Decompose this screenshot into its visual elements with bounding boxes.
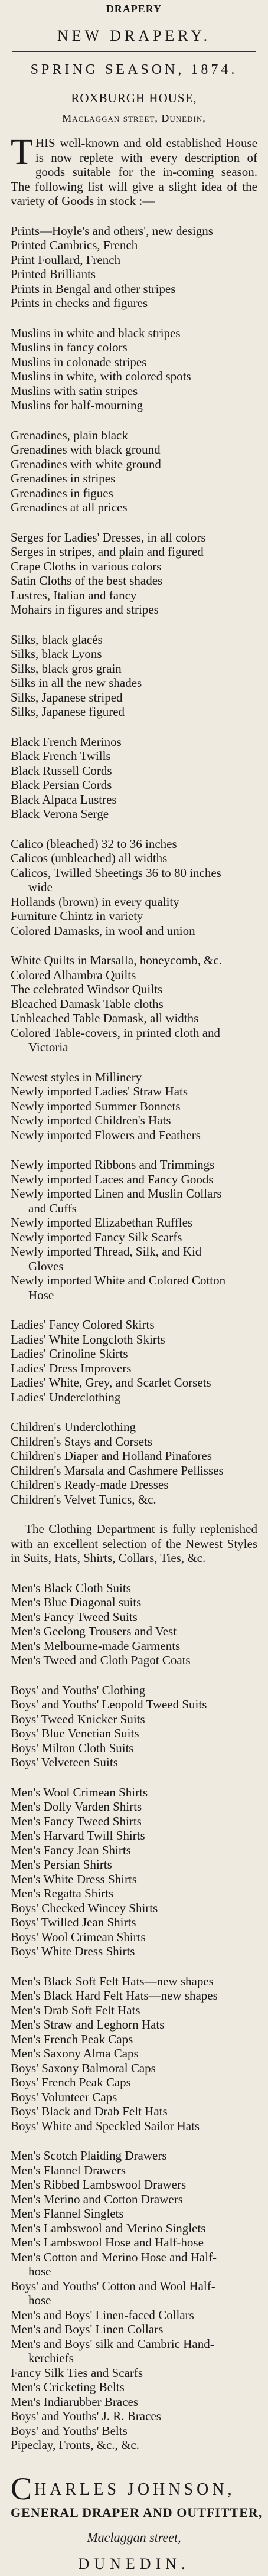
goods-line: Newly imported Elizabethan Ruffles — [11, 1215, 193, 1230]
goods-section — [11, 1420, 257, 1507]
goods-line: Men's and Boys' Linen-faced Collars — [11, 2307, 194, 2322]
goods-line: Boys' Tweed Knicker Suits — [11, 1711, 145, 1726]
goods-line: Men's Geelong Trousers and Vest — [11, 1624, 177, 1638]
goods-line: Men's Saxony Alma Caps — [11, 2046, 139, 2060]
goods-line: Grenadines at all prices — [11, 500, 128, 514]
goods-line: Boys' and Youths' J. R. Braces — [11, 2409, 161, 2423]
goods-line: Ladies' Dress Improvers — [11, 1361, 132, 1375]
goods-line: Men's Straw and Leghorn Hats — [11, 2017, 165, 2032]
goods-line: Newly imported Laces and Fancy Goods — [11, 1172, 214, 1186]
goods-line: Men's Fancy Tweed Suits — [11, 1609, 138, 1624]
goods-line: Newly imported Thread, Silk, and Kid — [11, 1244, 202, 1258]
goods-section — [11, 953, 257, 1055]
goods-line: Men's Persian Shirts — [11, 1857, 112, 1871]
clothing-paragraph-text: The Clothing Department is fully replenished with an excellent selection of the Newest Styles in Suits, Hats, Shirts, Collars, Ties, &c. — [11, 1522, 257, 1565]
goods-line: Calicos (unbleached) all widths — [11, 851, 168, 865]
goods-line: Prints in Bengal and other stripes — [11, 281, 176, 296]
goods-line: Children's Ready-made Dresses — [11, 1478, 169, 1492]
goods-line: Men's Tweed and Cloth Pagot Coats — [11, 1653, 191, 1667]
goods-section — [11, 1070, 257, 1143]
goods-line: Men's Blue Diagonal suits — [11, 1595, 142, 1609]
goods-line: Black Russell Cords — [11, 763, 112, 778]
goods-line: Men's Merino and Cotton Drawers — [11, 2192, 183, 2206]
goods-line: Grenadines, plain black — [11, 428, 128, 442]
goods-line: Men's and Boys' silk and Cambric Hand- — [11, 2336, 214, 2351]
goods-line: Ladies' Crinoline Skirts — [11, 1346, 128, 1361]
goods-line: Serges in stripes, and plain and figured — [11, 544, 204, 559]
street-address: Maclaggan street, Dunedin, — [62, 112, 206, 124]
signature-city: DUNEDIN. — [78, 2555, 190, 2572]
goods-line: Silks, black gros grain — [11, 661, 122, 676]
goods-line: Serges for Ladies' Dresses, in all colors — [11, 530, 206, 544]
goods-line: Boys' Saxony Balmoral Caps — [11, 2060, 156, 2075]
goods-section — [11, 2148, 257, 2453]
goods-line: Men's Cricketing Belts — [11, 2380, 125, 2394]
goods-section — [11, 1581, 257, 1668]
goods-line: Men's Harvard Twill Shirts — [11, 1828, 145, 1843]
goods-line: Boys' French Peak Caps — [11, 2075, 131, 2089]
goods-line: Fancy Silk Ties and Scarfs — [11, 2365, 143, 2380]
goods-line: Men's Indiarubber Braces — [11, 2394, 139, 2409]
goods-line: Silks, Japanese figured — [11, 705, 125, 719]
goods-line: Children's Diaper and Holland Pinafores — [11, 1449, 212, 1463]
goods-line: Colored Table-covers, in printed cloth and — [11, 1025, 221, 1040]
goods-line: Muslins for half-mourning — [11, 398, 143, 412]
goods-line: Men's Wool Crimean Shirts — [11, 1785, 148, 1799]
goods-line: Silks, black glacés — [11, 632, 103, 647]
goods-line: and Cuffs — [28, 1201, 77, 1215]
goods-line: Boys' Black and Drab Felt Hats — [11, 2104, 168, 2118]
goods-line: hose — [28, 2293, 51, 2307]
dropcap-letter: T — [11, 132, 33, 172]
goods-line: Black Persian Cords — [11, 778, 112, 792]
goods-line: White Quilts in Marsalla, honeycomb, &c. — [11, 953, 223, 967]
goods-line: Printed Cambrics, French — [11, 238, 138, 252]
goods-list-upper — [6, 224, 262, 1507]
goods-line: Boys' and Youths' Belts — [11, 2423, 128, 2438]
goods-section — [11, 1157, 257, 1302]
goods-line: Unbleached Table Damask, all widths — [11, 1011, 199, 1025]
headline: NEW DRAPERY. — [57, 27, 211, 44]
goods-line: The celebrated Windsor Quilts — [11, 982, 163, 996]
goods-line: Ladies' Fancy Colored Skirts — [11, 1318, 155, 1332]
proprietor-name-rest: HARLES JOHNSON, — [34, 2480, 236, 2499]
goods-line: hose — [28, 2264, 51, 2278]
signature-rule — [17, 2473, 251, 2474]
goods-line: Calico (bleached) 32 to 36 inches — [11, 836, 177, 851]
goods-section — [11, 1974, 257, 2134]
season-heading: SPRING SEASON, 1874. — [30, 62, 238, 77]
category-heading: DRAPERY — [106, 3, 162, 15]
goods-line: Men's Black Soft Felt Hats—new shapes — [11, 1974, 214, 1988]
goods-line: Colored Damasks, in wool and union — [11, 923, 195, 938]
goods-line: Newly imported Children's Hats — [11, 1113, 171, 1127]
goods-line: Men's Fancy Jean Shirts — [11, 1843, 131, 1857]
goods-line: Newly imported Summer Bonnets — [11, 1098, 181, 1113]
goods-line: Men's and Boys' Linen Collars — [11, 2322, 164, 2336]
goods-line: Calicos, Twilled Sheetings 36 to 80 inches — [11, 865, 221, 880]
goods-line: Crape Cloths in various colors — [11, 559, 162, 573]
proprietor-name — [11, 2470, 257, 2506]
goods-line: Black Alpaca Lustres — [11, 792, 117, 807]
goods-line: Newly imported Ladies' Straw Hats — [11, 1084, 188, 1098]
goods-line: Satin Cloths of the best shades — [11, 573, 163, 588]
goods-line: Children's Velvet Tunics, &c. — [11, 1492, 156, 1507]
goods-section — [11, 735, 257, 821]
goods-line: Men's Regatta Shirts — [11, 1886, 114, 1900]
goods-list-lower — [6, 1581, 262, 2453]
goods-line: Newly imported Flowers and Feathers — [11, 1127, 201, 1142]
goods-line: Lustres, Italian and fancy — [11, 588, 137, 602]
goods-line: Children's Underclothing — [11, 1420, 136, 1434]
goods-line: Muslins in colonade stripes — [11, 354, 147, 369]
goods-section — [11, 1318, 257, 1404]
goods-section — [11, 632, 257, 719]
goods-line: Boys' and Youths' Leopold Tweed Suits — [11, 1697, 207, 1711]
goods-section — [11, 224, 257, 311]
signature-street: Maclaggan street, — [87, 2529, 181, 2545]
goods-line: Men's Flannel Singlets — [11, 2206, 124, 2220]
goods-line: Grenadines in figues — [11, 485, 113, 500]
goods-line: Newly imported Linen and Muslin Collars — [11, 1186, 222, 1201]
goods-line: Boys' Milton Cloth Suits — [11, 1740, 134, 1755]
goods-line: Boys' and Youths' Clothing — [11, 1682, 146, 1697]
goods-line: Mohairs in figures and stripes — [11, 602, 159, 617]
goods-line: Grenadines with black ground — [11, 442, 161, 456]
goods-section — [11, 1785, 257, 1959]
goods-section — [11, 530, 257, 617]
goods-line: Black French Merinos — [11, 734, 122, 749]
goods-line: Men's Black Hard Felt Hats—new shapes — [11, 1988, 218, 2003]
goods-line: Prints—Hoyle's and others', new designs — [11, 223, 213, 238]
advertisement — [6, 0, 262, 2576]
goods-line: Pipeclay, Fronts, &c., &c. — [11, 2438, 139, 2452]
goods-line: Bleached Damask Table cloths — [11, 996, 164, 1011]
goods-line: Victoria — [28, 1040, 68, 1054]
goods-line: Hollands (brown) in every quality — [11, 894, 179, 909]
headline-rule — [12, 51, 256, 52]
goods-line: Men's Dolly Varden Shirts — [11, 1799, 142, 1814]
goods-line: Silks in all the new shades — [11, 676, 142, 690]
goods-line: Newly imported Fancy Silk Scarfs — [11, 1230, 182, 1244]
goods-line: Boys' and Youths' Cotton and Wool Half- — [11, 2278, 215, 2293]
goods-line: Colored Alhambra Quilts — [11, 967, 136, 982]
goods-line: Muslins in white and black stripes — [11, 325, 181, 340]
goods-line: Men's French Peak Caps — [11, 2032, 133, 2046]
proprietor-initial: C — [11, 2470, 35, 2506]
goods-line: Muslins with satin stripes — [11, 383, 138, 398]
goods-line: Newest styles in Millinery — [11, 1069, 142, 1084]
goods-line: Silks, Japanese striped — [11, 690, 123, 705]
goods-line: wide — [28, 880, 53, 894]
goods-section — [11, 428, 257, 515]
goods-line: Children's Marsala and Cashmere Pellisses — [11, 1463, 224, 1478]
goods-line: Newly imported White and Colored Cotton — [11, 1273, 226, 1287]
proprietor-title: GENERAL DRAPER AND OUTFITTER, — [11, 2505, 263, 2520]
goods-line: Black Verona Serge — [11, 807, 109, 821]
goods-line: Boys' White and Speckled Sailor Hats — [11, 2118, 200, 2133]
goods-line: Boys' White Dress Shirts — [11, 1944, 135, 1958]
goods-line: Men's Lambswool and Merino Singlets — [11, 2220, 206, 2235]
goods-line: Prints in checks and figures — [11, 296, 148, 310]
goods-line: Men's Scotch Plaiding Drawers — [11, 2148, 167, 2163]
goods-line: Newly imported Ribbons and Trimmings — [11, 1157, 215, 1172]
goods-line: Hose — [28, 1287, 54, 1302]
goods-section — [11, 326, 257, 413]
goods-line: Grenadines with white ground — [11, 456, 161, 471]
intro-paragraph — [11, 132, 257, 208]
goods-line: kerchiefs — [28, 2351, 74, 2365]
goods-line: Boys' Twilled Jean Shirts — [11, 1915, 136, 1929]
goods-line: Printed Brilliants — [11, 267, 96, 281]
goods-line: Men's Flannel Drawers — [11, 2163, 126, 2177]
goods-line: Grenadines in stripes — [11, 471, 116, 485]
goods-line: Boys' Velveteen Suits — [11, 1755, 118, 1769]
goods-line: Gloves — [28, 1258, 64, 1273]
goods-line: Ladies' White, Grey, and Scarlet Corsets — [11, 1375, 211, 1390]
intro-text: HIS well-known and old established House is now replete with every description of goods suitable for the in-coming season. The following list will give a slight idea of the variety of Goods in stock :— — [11, 136, 257, 208]
goods-line: Men's Melbourne-made Garments — [11, 1638, 181, 1653]
goods-line: Silks, black Lyons — [11, 647, 102, 661]
goods-line: Men's Lambswool Hose and Half-hose — [11, 2235, 204, 2249]
goods-line: Boys' Wool Crimean Shirts — [11, 1929, 146, 1944]
goods-line: Furniture Chintz in variety — [11, 909, 143, 923]
signature-block — [11, 2470, 263, 2576]
goods-line: Ladies' White Longcloth Skirts — [11, 1332, 165, 1346]
goods-line: Muslins in fancy colors — [11, 340, 128, 354]
goods-line: Men's Black Cloth Suits — [11, 1580, 131, 1595]
goods-line: Ladies' Underclothing — [11, 1390, 121, 1404]
goods-line: Boys' Volunteer Caps — [11, 2089, 117, 2104]
goods-line: Children's Stays and Corsets — [11, 1434, 153, 1449]
goods-line: Men's Fancy Tweed Shirts — [11, 1814, 142, 1828]
goods-section — [11, 837, 257, 938]
goods-line: Boys' Checked Wincey Shirts — [11, 1900, 158, 1915]
goods-line: Men's Ribbed Lambswool Drawers — [11, 2177, 187, 2192]
goods-line: Muslins in white, with colored spots — [11, 369, 191, 383]
clothing-department-paragraph — [11, 1522, 257, 1566]
goods-line: Men's White Dress Shirts — [11, 1871, 137, 1886]
goods-section — [11, 1683, 257, 1770]
house-name: ROXBURGH HOUSE, — [71, 91, 197, 105]
goods-line: Black French Twills — [11, 749, 111, 763]
goods-line: Men's Cotton and Merino Hose and Half- — [11, 2249, 217, 2264]
goods-line: Print Foullard, French — [11, 252, 121, 267]
goods-line: Boys' Blue Venetian Suits — [11, 1726, 139, 1740]
goods-line: Men's Drab Soft Felt Hats — [11, 2003, 140, 2017]
